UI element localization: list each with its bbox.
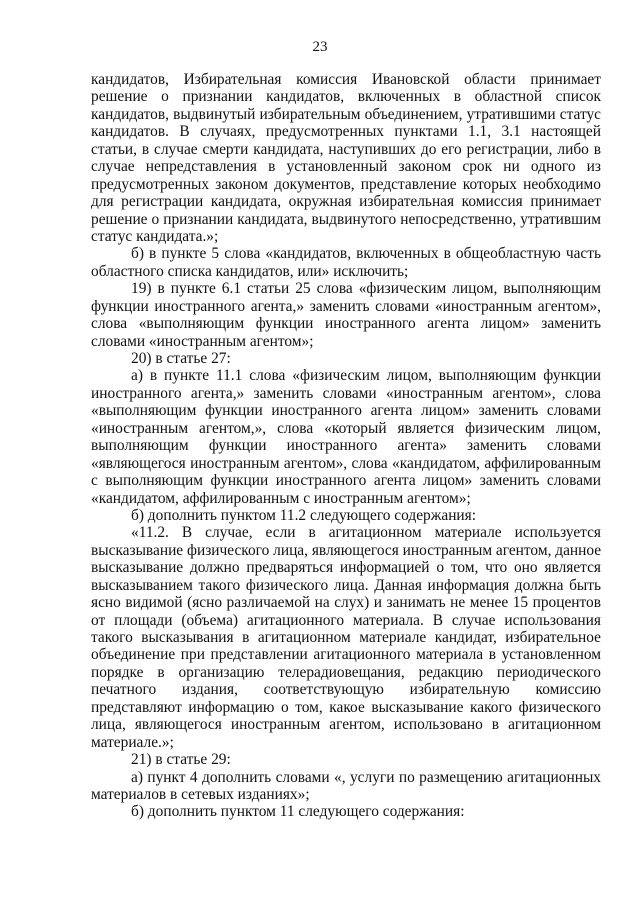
text-line: 21) в статье 29: [131, 751, 231, 769]
text-line: «кандидатом, аффилированным с иностранным агентом»; [91, 489, 471, 507]
text-line: решение о признании кандидатов, включенных в областной список [91, 88, 601, 106]
text-line: «являющегося иностранным агентом», слова «кандидатом, аффилированным [91, 454, 601, 472]
text-line: представляют информацию о том, какое высказывание какого физического [91, 698, 601, 716]
text-line: выполняющим функции иностранного агента» заменить словами [91, 437, 601, 455]
text-line: от площади (объема) агитационного материала. В случае использования [91, 611, 601, 629]
text-line: кандидатов, выдвинутый избирательным объединением, утратившими статус [91, 105, 601, 123]
text-line: с выполняющим функции иностранного агента лицом» заменить словами [91, 472, 601, 490]
text-line: областного списка кандидатов, или» исключить; [91, 262, 409, 280]
text-line: иностранного агента,» заменить словами «иностранным агентом», слова [91, 384, 601, 402]
text-line: б) в пункте 5 слова «кандидатов, включенных в общеобластную часть [131, 245, 601, 263]
text-line: высказывание физического лица, являющегося иностранным агентом, данное [91, 541, 602, 559]
text-line: для регистрации кандидата, окружная избирательная комиссия принимает [91, 193, 601, 211]
text-line: материалов в сетевых изданиях»; [91, 785, 310, 803]
text-line: кандидатов, Избирательная комиссия Ивановской области принимает [91, 71, 601, 88]
text-line: высказывание должно предваряться информацией о том, что оно является [91, 559, 601, 577]
text-line: а) в пункте 11.1 слова «физическим лицом, выполняющим функции [131, 367, 601, 385]
text-line: «выполняющим функции иностранного агента лицом» заменить словами [91, 402, 601, 420]
text-line: объединение при представлении агитационного материала в установленном [91, 646, 601, 664]
text-line: статус кандидата.»; [91, 227, 219, 245]
text-line: б) дополнить пунктом 11 следующего содержания: [131, 803, 465, 821]
document-body [91, 71, 601, 821]
text-line: материале.»; [91, 733, 174, 751]
text-line: функции иностранного агента,» заменить словами «иностранным агентом», [91, 297, 601, 315]
page-number: 23 [312, 39, 328, 55]
text-line: а) пункт 4 дополнить словами «, услуги по размещению агитационных [131, 768, 601, 786]
text-line: «иностранным агентом,», слова «который является физическим лицом, [91, 419, 601, 437]
text-line: такого высказывания в агитационном материале кандидат, избирательное [91, 629, 601, 646]
text-line: порядке в организацию телерадиовещания, редакцию периодического [91, 663, 601, 681]
text-line: «11.2. В случае, если в агитационном материале используется [131, 524, 601, 542]
text-line: решение о признании кандидата, выдвинутого непосредственно, утратившим [91, 210, 601, 228]
text-line: ясно видимой (ясно различаемой на слух) и занимать не менее 15 процентов [91, 594, 601, 612]
text-line: 19) в пункте 6.1 статьи 25 слова «физическим лицом, выполняющим [131, 280, 601, 298]
text-line: статьи, в случае смерти кандидата, наступивших до его регистрации, либо в [91, 140, 601, 158]
text-line: печатного издания, соответствующую избирательную комиссию [91, 681, 601, 699]
text-line: 20) в статье 27: [131, 350, 231, 367]
text-line: слова «выполняющим функции иностранного агента лицом» заменить [91, 315, 601, 333]
text-line: б) дополнить пунктом 11.2 следующего содержания: [131, 506, 477, 524]
text-line: словами «иностранным агентом»; [91, 332, 314, 350]
text-line: предусмотренных законом документов, представление которых необходимо [91, 175, 601, 193]
text-line: высказыванием такого физического лица. Данная информация должна быть [91, 576, 601, 594]
text-line: кандидатов. В случаях, предусмотренных пунктами 1.1, 3.1 настоящей [91, 123, 601, 141]
text-line: случае непредставления в установленный законом срок ни одного из [91, 158, 601, 176]
text-line: лица, являющегося иностранным агентом, использовано в агитационном [91, 716, 601, 734]
